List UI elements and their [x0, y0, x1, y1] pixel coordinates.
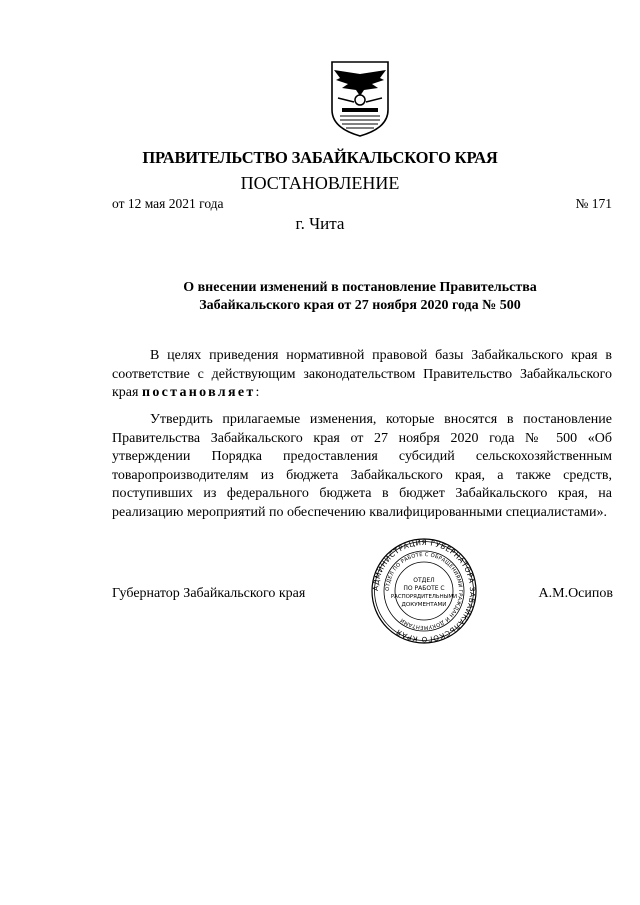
heading-line-2: Забайкальского края от 27 ноября 2020 года № 500 — [199, 298, 521, 313]
resolution-paragraph: Утвердить прилагаемые изменения, которые вносятся в постановление Правительства Забайкальского края от 27 ноября 2020 года № 500 «Об утверждении Порядка предоставления субсидий сельскохозяйственным товаропроизводителям из бюджета Забайкальского края, а также средств, поступивших из федерального бюджета в бюджет Забайкальского края, на реализацию мероприятий по обеспечению квалифицированными специалистами». — [112, 412, 612, 520]
signatory-name: А.М.Осипов — [538, 586, 613, 601]
stamp-outer-text: АДМИНИСТРАЦИЯ ГУБЕРНАТОРА ЗАБАЙКАЛЬСКОГО КРАЯ — [370, 537, 478, 645]
document-date: от 12 мая 2021 года — [112, 196, 224, 211]
government-title: ПРАВИТЕЛЬСТВО ЗАБАЙКАЛЬСКОГО КРАЯ — [142, 148, 498, 167]
decree-word: постановляет — [141, 385, 256, 400]
stamp-center-line-1: ОТДЕЛ — [413, 577, 435, 584]
preamble-paragraph — [112, 347, 612, 403]
document-number: № 171 — [575, 196, 612, 211]
stamp-center-line-2: ПО РАБОТЕ С — [403, 585, 445, 592]
signatory-role: Губернатор Забайкальского края — [112, 586, 306, 601]
document-heading — [100, 279, 620, 315]
stamp-inner-text: ОТДЕЛ ПО РАБОТЕ С ОБРАЩЕНИЯМИ ГРАЖДАН И ДОКУМЕНТАМИ — [384, 551, 464, 631]
stamp-center-line-4: ДОКУМЕНТАМИ — [401, 602, 447, 608]
official-stamp — [370, 537, 478, 645]
stamp-center-line-3: РАСПОРЯДИТЕЛЬНЫМИ — [390, 594, 458, 600]
preamble-text: В целях приведения нормативной правовой базы Забайкальского края в соответствие с действующим законодательством Правительство Забайкальского края — [112, 348, 612, 400]
heading-line-1: О внесении изменений в постановление Правительства — [183, 280, 537, 295]
preamble-colon: : — [255, 385, 260, 400]
city-name: г. Чита — [295, 214, 345, 233]
document-type: ПОСТАНОВЛЕНИЕ — [240, 173, 400, 193]
coat-of-arms-emblem — [326, 58, 394, 138]
